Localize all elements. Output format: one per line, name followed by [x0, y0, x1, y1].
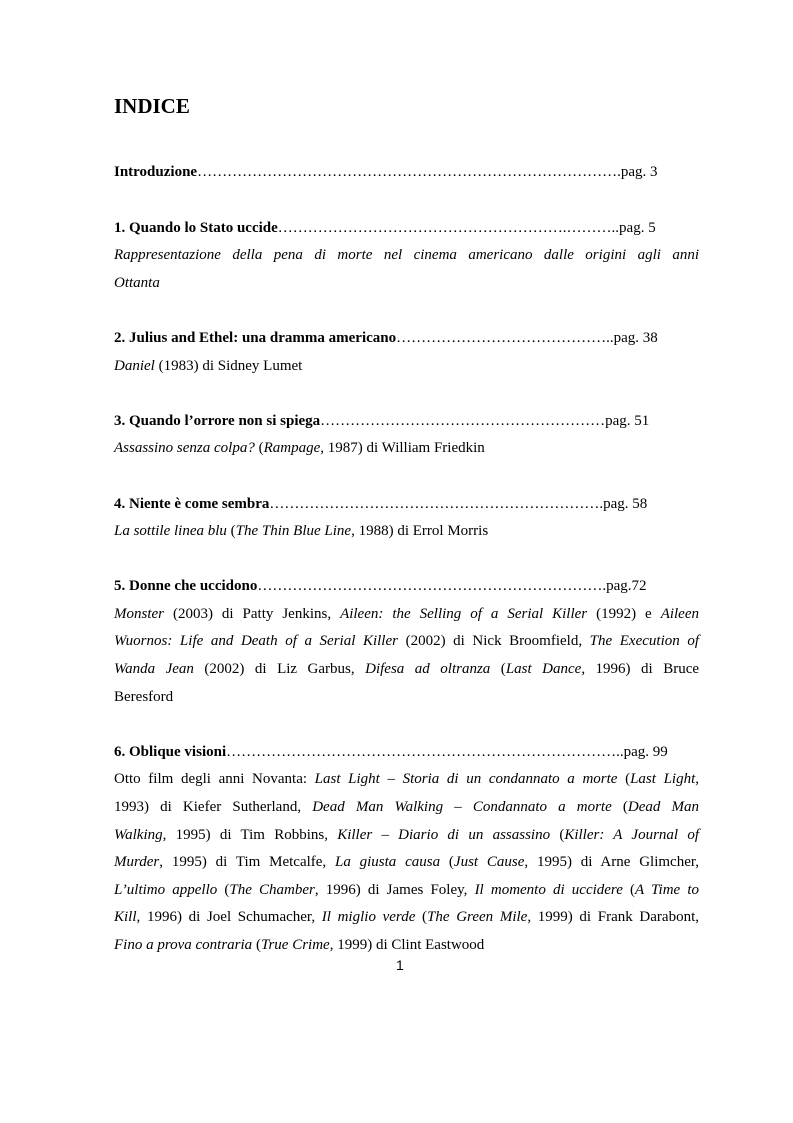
index-heading: INDICE: [114, 94, 190, 118]
entry-title: 2. Julius and Ethel: una dramma americano: [114, 330, 397, 346]
entry-title: 3. Quando l’orrore non si spiega: [114, 413, 321, 429]
chapter-6-subtitle-line-1: Otto film degli anni Novanta: Last Light – Storia di un condannato a morte (Last Light,: [114, 771, 700, 787]
chapter-6-subtitle-line-6: Kill, 1996) di Joel Schumacher, Il miglio verde (The Green Mile, 1999) di Frank Darabont,: [114, 909, 699, 925]
toc-entry-chapter-6: [114, 739, 699, 767]
entry-leader: ………………………………………………….………..pag. 5: [277, 220, 656, 236]
entry-title: 5. Donne che uccidono: [114, 578, 258, 594]
chapter-6-subtitle-line-2: 1993) di Kiefer Sutherland, Dead Man Walking – Condannato a morte (Dead Man: [114, 799, 699, 815]
toc-entry-chapter-1: [114, 215, 699, 243]
entry-leader: ……………………………………..pag. 38: [396, 330, 658, 346]
chapter-5-subtitle-line-3: Wanda Jean (2002) di Liz Garbus, Difesa ad oltranza (Last Dance, 1996) di Bruce: [114, 661, 700, 677]
chapter-1-subtitle-line-1: Rappresentazione della pena di morte nel cinema americano dalle origini agli anni: [114, 247, 699, 263]
toc-entry-chapter-2: [114, 325, 699, 353]
toc-entry-introduzione: [114, 159, 699, 187]
entry-leader: …………………………………………………pag. 51: [320, 413, 650, 429]
page-number: 1: [396, 957, 404, 973]
chapter-6-subtitle-line-7: Fino a prova contraria (True Crime, 1999) di Clint Eastwood: [114, 937, 485, 953]
toc-entry-chapter-4: [114, 491, 699, 519]
chapter-6-subtitle-line-3: Walking, 1995) di Tim Robbins, Killer – Diario di un assassino (Killer: A Journal of: [114, 827, 699, 843]
entry-title: 4. Niente è come sembra: [114, 496, 270, 512]
toc-entry-chapter-5: [114, 573, 699, 601]
entry-title: 1. Quando lo Stato uccide: [114, 220, 278, 236]
entry-title: 6. Oblique visioni: [114, 744, 227, 760]
chapter-5-subtitle-line-2: Wuornos: Life and Death of a Serial Killer (2002) di Nick Broomfield, The Execution of: [114, 633, 699, 649]
chapter-5-subtitle-line-1: Monster (2003) di Patty Jenkins, Aileen: the Selling of a Serial Killer (1992) e Aileen: [114, 606, 700, 622]
chapter-4-subtitle: La sottile linea blu (The Thin Blue Line, 1988) di Errol Morris: [114, 523, 489, 539]
chapter-5-subtitle-line-4: Beresford: [114, 689, 174, 705]
entry-leader: ……………………………………………………………………..pag. 99: [226, 744, 668, 760]
entry-leader: …………………………………………………………….pag.72: [257, 578, 647, 594]
entry-title: Introduzione: [114, 164, 198, 180]
chapter-6-subtitle-line-4: Murder, 1995) di Tim Metcalfe, La giusta causa (Just Cause, 1995) di Arne Glimcher,: [114, 854, 699, 870]
chapter-6-subtitle-line-5: L’ultimo appello (The Chamber, 1996) di James Foley, Il momento di uccidere (A Time to: [114, 882, 700, 898]
entry-leader: ………………………………………………………….pag. 58: [269, 496, 648, 512]
chapter-2-subtitle: Daniel (1983) di Sidney Lumet: [114, 358, 303, 374]
toc-entry-chapter-3: [114, 408, 699, 436]
entry-leader: ………………………………………………………………………….pag. 3: [197, 164, 658, 180]
chapter-3-subtitle: Assassino senza colpa? (Rampage, 1987) di William Friedkin: [114, 440, 485, 456]
chapter-1-subtitle-line-2: Ottanta: [114, 275, 160, 291]
